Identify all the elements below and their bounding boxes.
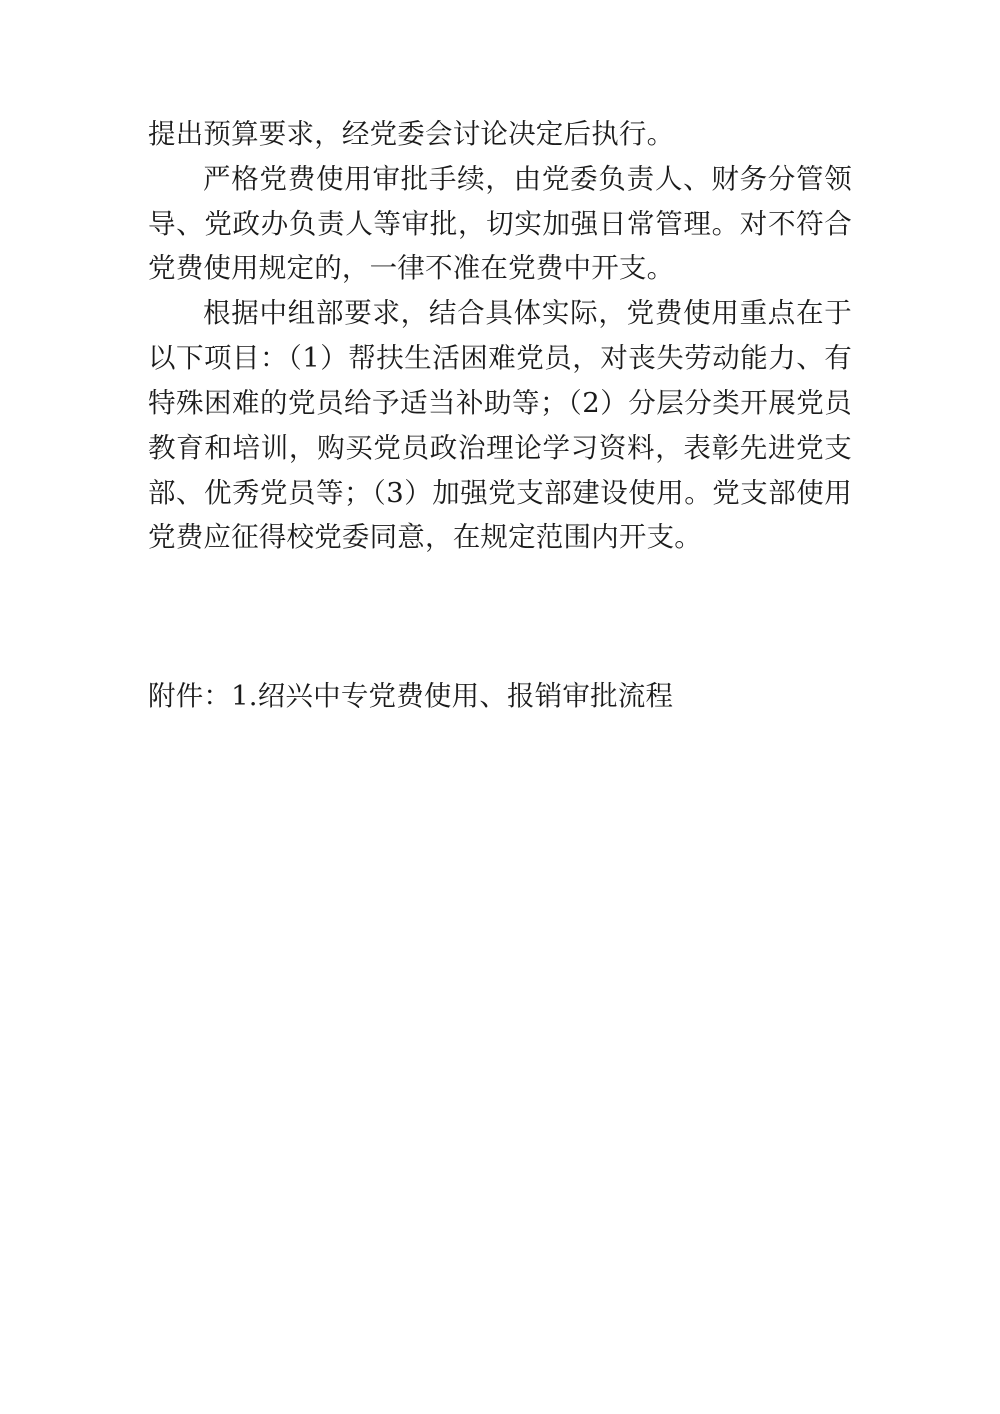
section-spacer — [148, 560, 852, 646]
attachment-line: 附件：1.绍兴中专党费使用、报销审批流程 — [148, 679, 674, 712]
paragraph-1: 提出预算要求，经党委会讨论决定后执行。 — [148, 118, 675, 150]
paragraph-2: 严格党费使用审批手续，由党委负责人、财务分管领导、党政办负责人等审批，切实加强日常管理。对不符合党费使用规定的，一律不准在党费中开支。 — [148, 162, 852, 285]
document-body — [148, 112, 852, 718]
paragraph-3: 根据中组部要求，结合具体实际，党费使用重点在于以下项目：（1）帮扶生活困难党员，对丧失劳动能力、有特殊困难的党员给予适当补助等；（2）分层分类开展党员教育和培训，购买党员政治理论学习资料，表彰先进党支部、优秀党员等；（3）加强党支部建设使用。党支部使用党费应征得校党委同意，在规定范围内开支。 — [148, 297, 852, 554]
